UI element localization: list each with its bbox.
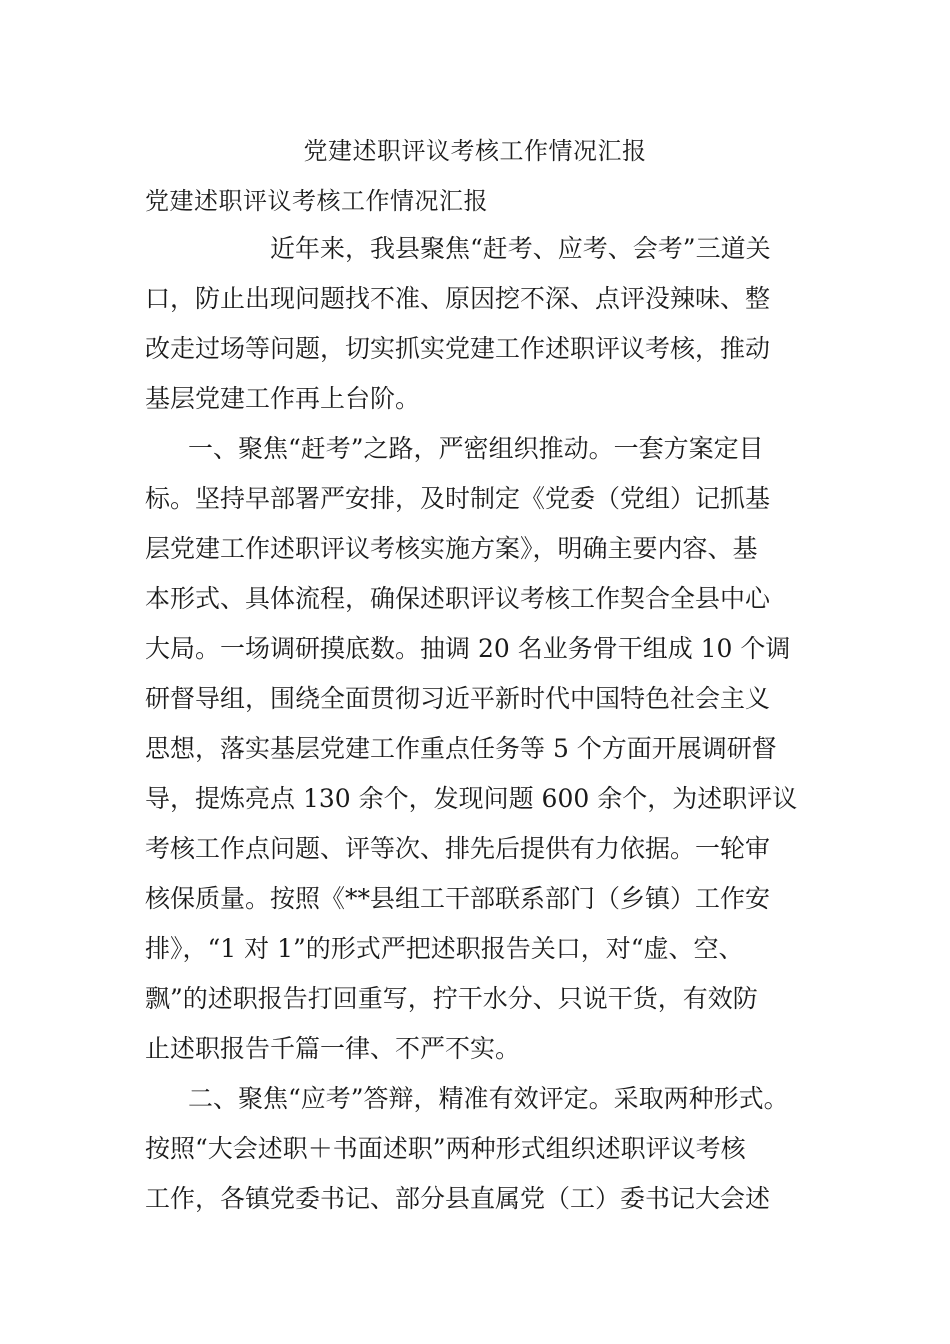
paragraph-line: 口，防止出现问题找不准、原因挖不深、点评没辣味、整 (145, 284, 771, 313)
paragraph-line: 基层党建工作再上台阶。 (145, 384, 421, 413)
paragraph-line: 一、聚焦“赶考”之路，严密组织推动。一套方案定目 (188, 434, 764, 463)
paragraph-line: 核保质量。按照《**县组工干部联系部门（乡镇）工作安 (145, 884, 771, 913)
page-title: 党建述职评议考核工作情况汇报 (303, 137, 647, 165)
paragraph-line: 止述职报告千篇一律、不严不实。 (145, 1034, 521, 1063)
paragraph-line: 排》，“1 对 1”的形式严把述职报告关口，对“虚、空、 (145, 934, 744, 963)
paragraph-line: 二、聚焦“应考”答辩，精准有效评定。采取两种形式。 (188, 1084, 789, 1113)
paragraph-line: 改走过场等问题，切实抓实党建工作述职评议考核，推动 (145, 334, 771, 363)
paragraph-line: 标。坚持早部署严安排，及时制定《党委（党组）记抓基 (145, 484, 771, 513)
paragraph-line: 工作，各镇党委书记、部分县直属党（工）委书记大会述 (145, 1184, 771, 1213)
paragraph-line: 考核工作点问题、评等次、排先后提供有力依据。一轮审 (145, 834, 771, 863)
paragraph-line: 层党建工作述职评议考核实施方案》，明确主要内容、基 (145, 534, 758, 563)
paragraph-line: 飘”的述职报告打回重写，拧干水分、只说干货，有效防 (145, 984, 758, 1013)
paragraph-line: 研督导组，围绕全面贯彻习近平新时代中国特色社会主义 (145, 684, 771, 713)
document-heading: 党建述职评议考核工作情况汇报 (145, 187, 488, 215)
paragraph-line: 近年来，我县聚焦“赶考、应考、会考”三道关 (270, 234, 771, 263)
paragraph-line: 本形式、具体流程，确保述职评议考核工作契合全县中心 (145, 584, 771, 613)
paragraph-line: 思想，落实基层党建工作重点任务等 5 个方面开展调研督 (145, 734, 777, 763)
paragraph-line: 按照“大会述职＋书面述职”两种形式组织述职评议考核 (145, 1134, 746, 1163)
paragraph-line: 导，提炼亮点 130 余个，发现问题 600 余个，为述职评议 (145, 784, 798, 813)
paragraph-line: 大局。一场调研摸底数。抽调 20 名业务骨干组成 10 个调 (145, 634, 791, 663)
